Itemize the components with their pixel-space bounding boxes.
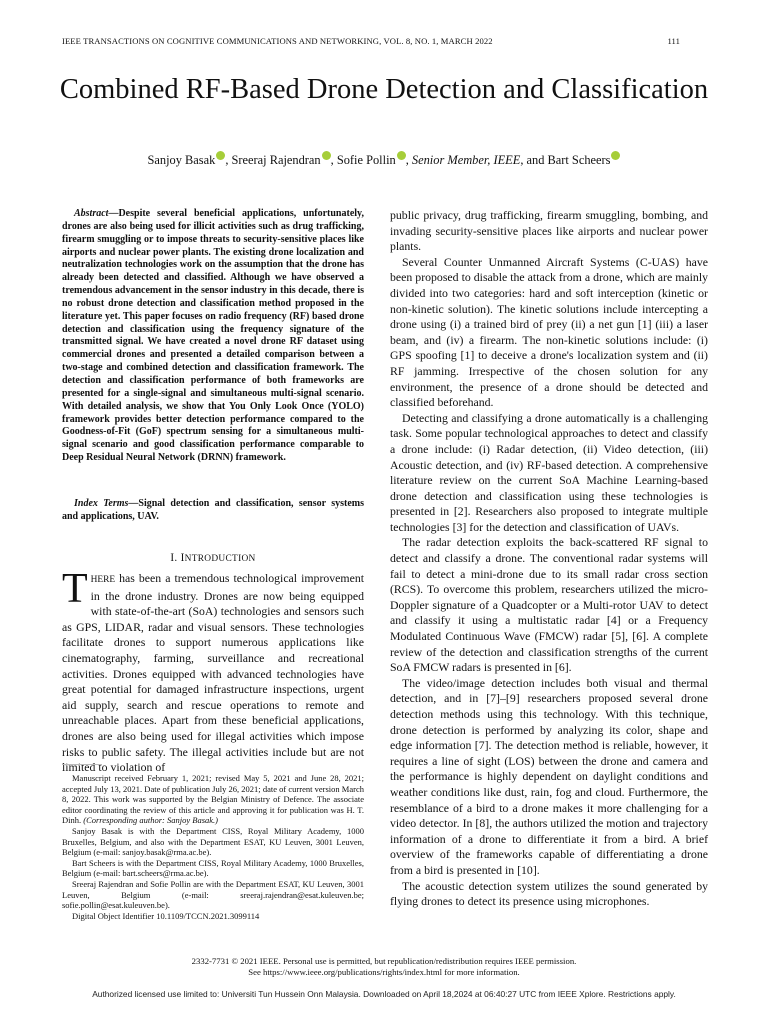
running-header bbox=[62, 36, 680, 46]
journal-name: IEEE TRANSACTIONS ON COGNITIVE COMMUNICATIONS AND NETWORKING, VOL. 8, NO. 1, MARCH 2022 bbox=[62, 36, 493, 46]
paragraph: The video/image detection includes both visual and thermal detection, and in [7]–[9] researchers proposed several drone detection methods using this technology. With this technique, drone detection is performed by analyzing its color, shape and edge information [7]. The detection method is reliable, however, it requires a line of sight (LOS) between the drone and camera and the performance is highly dependent on daylight conditions and weather conditions like dust, rain, fog and cloud. Furthermore, the resemblance of a bird to a drone makes it more challenging for a video detector. In [8], the authors utilized the motion and trajectory information of a drone to differentiate it from a bird. A brief overview of the frameworks capable of differentiating a drone from a bird is presented in [10]. bbox=[390, 675, 708, 877]
abstract-text: —Despite several beneficial applications, unfortunately, drones are also being used for illicit activities such as drug trafficking, firearm smuggling or to impose threats to security-sensitive places like airports and nuclear power plants. The existing drone localization and neutralization technologies work on the assumption that the drone has already been detected and classified. Although we have observed a tremendous advancement in the sensor industry in this decade, there is no robust drone detection and classification method proposed in the literature yet. This paper focuses on radio frequency (RF) based drone detection and classification using the frequency signature of the transmitted signal. We have created a novel drone RF dataset using commercial drones and presented a detailed comparison between a two-stage and combined detection and classification framework. The detection and classification performance of both frameworks are presented for a single-signal and simultaneous multi-signal scenario. With detailed analysis, we show that You Only Look Once (YOLO) framework provides better detection performance compared to the Goodness-of-Fit (GoF) spectrum sensing for a simultaneous multi-signal scenario and good classification performance comparable to Deep Residual Neural Network (DRNN) framework. bbox=[62, 208, 364, 464]
doi-line[interactable]: Digital Object Identifier 10.1109/TCCN.2021.3099114 bbox=[72, 910, 260, 921]
drop-cap: T bbox=[62, 566, 88, 612]
footnote-affiliation: Bart Scheers is with the Department CISS, Royal Military Academy, 1000 Bruxelles, Belgium (e-mail: bart.scheers@rma.ac.be). bbox=[62, 857, 364, 879]
abstract bbox=[62, 208, 364, 465]
footnote-affiliation: Sanjoy Basak is with the Department CISS, Royal Military Academy, 1000 Bruxelles, Belgium, and also with the Department ESAT, KU Leuven, 3001 Leuven, Belgium (e-mail: sanjoy.basak@rma.ac.be). bbox=[62, 825, 364, 858]
paragraph: The acoustic detection system utilizes the sound generated by flying drones to detect its presence using microphones. bbox=[390, 878, 708, 909]
page-number: 111 bbox=[667, 36, 680, 46]
copyright-notice: 2332-7731 © 2021 IEEE. Personal use is permitted, but republication/redistribution requires IEEE permission. See https://www.ieee.org/publications/rights/index.html for more information. bbox=[40, 956, 728, 978]
index-terms-text: —Signal detection and classification, sensor systems and applications, UAV. bbox=[62, 498, 364, 522]
introduction-text bbox=[62, 566, 364, 776]
orcid-icon[interactable] bbox=[216, 151, 225, 160]
footnote-manuscript: Manuscript received February 1, 2021; revised May 5, 2021 and June 28, 2021; accepted July 13, 2021. Date of publication July 26, 2021; date of current version March 8, 2022. This work was supported by the Belgian Ministry of Defence. The associate editor coordinating the review of this article and approving it for publication was H. T. Dinh. (Corresponding author: Sanjoy Basak.) bbox=[62, 773, 364, 826]
orcid-icon[interactable] bbox=[322, 151, 331, 160]
paragraph: The radar detection exploits the back-scattered RF signal to detect and classify a drone. The conventional radar systems will fail to detect a mini-drone due to its small radar cross section (RCS). To overcome this problem, researchers utilized the micro-Doppler signature of a Quadcopter or a Multi-rotor UAV to detect and classify it using a multistatic radar [4] or a Frequency Modulated Continuous Wave (FMCW) radar [5], [6]. A complete review of the detection and classification strengths of the current SoA FMCW radars is presented in [6]. bbox=[390, 535, 708, 675]
abstract-label: Abstract bbox=[74, 208, 109, 219]
author-role: Senior Member, IEEE bbox=[411, 153, 521, 167]
paragraph: Several Counter Unmanned Aircraft Systems (C-UAS) have been proposed to disable the attack from a drone, which are mainly divided into two categories: hard and soft interception (kinetic or non-kinetic solution). The kinetic solutions include intercepting a drone using (i) a trained bird of prey (ii) a net gun [1] (iii) a laser beam, and (iv) a firearm. The non-kinetic solutions include: (i) GPS spoofing [1] to deceive a drone's localization system and (ii) RF jamming. Irrespective of the chosen solution for any environment, the presence of a drone should be detected and classified beforehand. bbox=[390, 254, 708, 410]
author-name: Sanjoy Basak bbox=[147, 153, 216, 167]
right-column bbox=[390, 208, 708, 910]
footnotes bbox=[62, 773, 364, 921]
orcid-icon[interactable] bbox=[397, 151, 406, 160]
footnote-rule bbox=[62, 764, 102, 765]
paragraph: Detecting and classifying a drone automatically is a challenging task. Some popular technological approaches to detect and classify a drone include: (i) Radar detection, (ii) Video detection, (iii) Acoustic detection, and (iv) RF-based detection. A comprehensive literature review on the current SoA Machine Learning-based drone detection and classification using these technologies is presented in [2]. Researchers also proposed to integrate multiple technologies [3] for the detection and classification of UAVs. bbox=[390, 410, 708, 534]
orcid-icon[interactable] bbox=[611, 151, 620, 160]
index-terms-label: Index Terms bbox=[74, 498, 129, 509]
first-word: HERE bbox=[90, 575, 116, 585]
author-name: Sofie Pollin bbox=[336, 153, 396, 167]
index-terms bbox=[62, 498, 364, 524]
paragraph: public privacy, drug trafficking, firearm smuggling, bombing, and invading security-sensitive places like airports and nuclear power plants. bbox=[390, 208, 708, 254]
author-name: Sreeraj Rajendran bbox=[231, 153, 321, 167]
paper-title: Combined RF-Based Drone Detection and Classification bbox=[59, 74, 709, 105]
section-heading: I. INTRODUCTION bbox=[170, 552, 256, 564]
footnote-affiliation: Sreeraj Rajendran and Sofie Pollin are with the Department ESAT, KU Leuven, 3001 Leuven, Belgium (e-mail: sreeraj.rajendran@esat.kuleuven.be; sofie.pollin@esat.kuleuven.be). bbox=[62, 878, 364, 911]
author-list: Sanjoy Basak , Sreeraj Rajendran , Sofie Pollin , Senior Member, IEEE, and Bart Scheers bbox=[40, 151, 728, 168]
intro-paragraph: has been a tremendous technological improvement in the drone industry. Drones are now being equipped with state-of-the-art (SoA) technologies and sensors such as GPS, LIDAR, radar and visual sensors. These technologies facilitate drones to support numerous applications like cinematography, farming, surveillance and recreational activities. Drones equipped with advanced technologies have great potential for damaged infrastructure inspections, urgent aid supply, search and rescue operations to remote and unreachable places. Apart from these beneficial applications, drones are also being used for illegal activities which impose risks to public safety. The illegal activities include but are not limited to violation of bbox=[62, 571, 364, 775]
rights-link[interactable]: See https://www.ieee.org/publications/rights/index.html for more information. bbox=[248, 967, 520, 977]
author-name: , and Bart Scheers bbox=[520, 153, 611, 167]
authorized-use-notice: Authorized licensed use limited to: Universiti Tun Hussein Onn Malaysia. Downloaded on April 18,2024 at 06:40:27 UTC from IEEE Xplore. Restrictions apply. bbox=[92, 989, 676, 999]
